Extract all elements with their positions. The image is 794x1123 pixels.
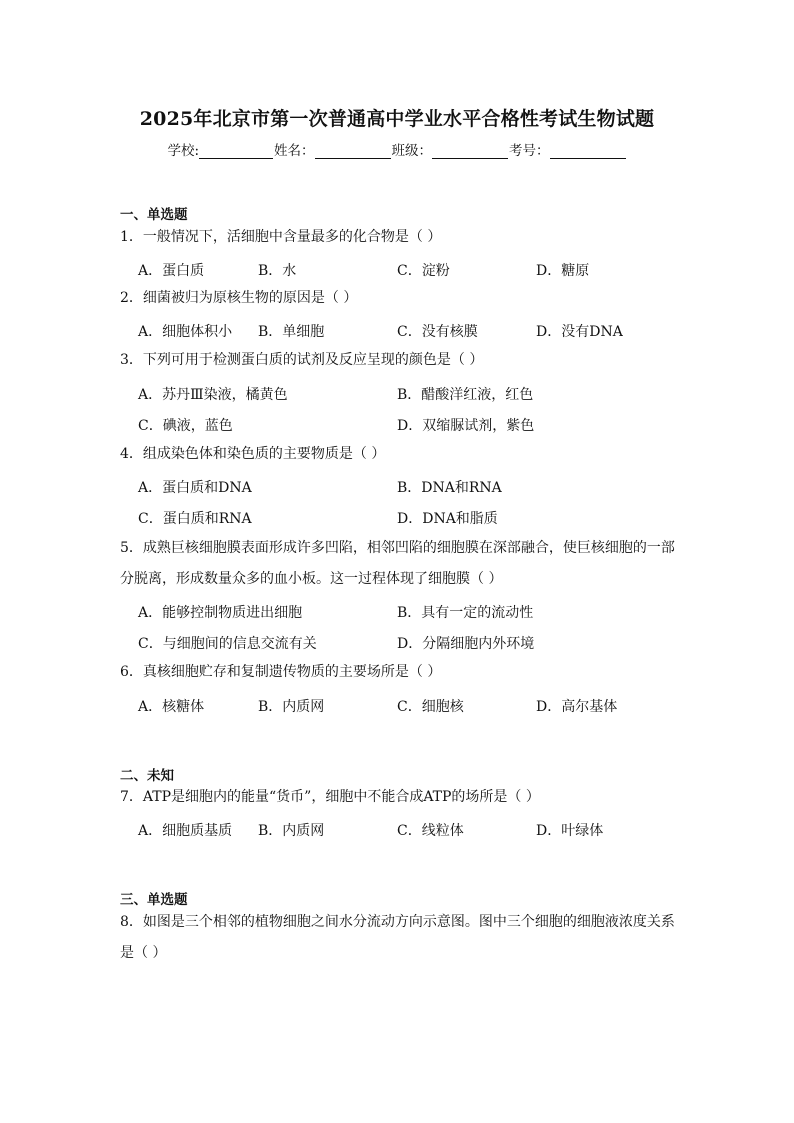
exam-title: 2025年北京市第一次普通高中学业水平合格性考试生物试题 — [139, 108, 655, 130]
class-label: 班级： — [391, 143, 433, 159]
question-stem: 1．一般情况下，活细胞中含量最多的化合物是（ ） — [120, 229, 442, 245]
option: B．具有一定的流动性 — [397, 605, 534, 621]
question-stem: 6．真核细胞贮存和复制遗传物质的主要场所是（ ） — [120, 664, 442, 680]
option: B．醋酸洋红液，红色 — [397, 387, 534, 403]
name-label: 姓名： — [274, 143, 315, 159]
option: A．苏丹Ⅲ染液，橘黄色 — [138, 387, 288, 403]
school-blank — [199, 144, 273, 159]
school-label: 学校: — [167, 143, 200, 159]
option: B．内质网 — [258, 823, 325, 839]
option: D．双缩脲试剂，紫色 — [397, 418, 535, 434]
question-stem: 4．组成染色体和染色质的主要物质是（ ） — [120, 446, 386, 462]
option: A．蛋白质和DNA — [138, 480, 252, 496]
question-stem: 5．成熟巨核细胞膜表面形成许多凹陷，相邻凹陷的细胞膜在深部融合，使巨核细胞的一部分脱离，形成数量众多的血小板。这一过程体现了细胞膜（ ） — [120, 540, 675, 587]
exam-number-label: 考号： — [509, 143, 550, 159]
section-heading: 二、未知 — [120, 768, 174, 784]
question-stem: 2．细菌被归为原核生物的原因是（ ） — [120, 290, 358, 306]
option: C．淀粉 — [397, 263, 450, 279]
question-stem: 7．ATP是细胞内的能量“货币”，细胞中不能合成ATP的场所是（ ） — [120, 789, 540, 805]
option: D．DNA和脂质 — [397, 511, 498, 527]
option: C．碘液，蓝色 — [138, 418, 233, 434]
section-heading: 三、单选题 — [120, 892, 188, 908]
class-blank — [432, 144, 508, 159]
option: C．没有核膜 — [397, 324, 478, 340]
option: B．内质网 — [258, 699, 325, 715]
option: C．细胞核 — [397, 699, 464, 715]
option: B．单细胞 — [258, 324, 325, 340]
name-blank — [315, 144, 391, 159]
option: B．水 — [258, 263, 297, 279]
student-info-line — [0, 139, 794, 159]
option: A．核糖体 — [138, 699, 205, 715]
option: C．线粒体 — [397, 823, 464, 839]
option: C．与细胞间的信息交流有关 — [138, 636, 317, 652]
exam-number-blank — [550, 144, 626, 159]
question-stem: 3．下列可用于检测蛋白质的试剂及反应呈现的颜色是（ ） — [120, 352, 484, 368]
option: D．分隔细胞内外环境 — [397, 636, 535, 652]
option: D．没有DNA — [536, 324, 623, 340]
question-stem: 8．如图是三个相邻的植物细胞之间水分流动方向示意图。图中三个细胞的细胞液浓度关系是（ ） — [120, 914, 675, 961]
option: D．高尔基体 — [536, 699, 618, 715]
option: D．糖原 — [536, 263, 590, 279]
option: A．蛋白质 — [138, 263, 205, 279]
option: D．叶绿体 — [536, 823, 604, 839]
option: A．能够控制物质进出细胞 — [138, 605, 303, 621]
option: A．细胞质基质 — [138, 823, 233, 839]
option: C．蛋白质和RNA — [138, 511, 252, 527]
option: B．DNA和RNA — [397, 480, 502, 496]
option: A．细胞体积小 — [138, 324, 233, 340]
section-heading: 一、单选题 — [120, 207, 188, 223]
